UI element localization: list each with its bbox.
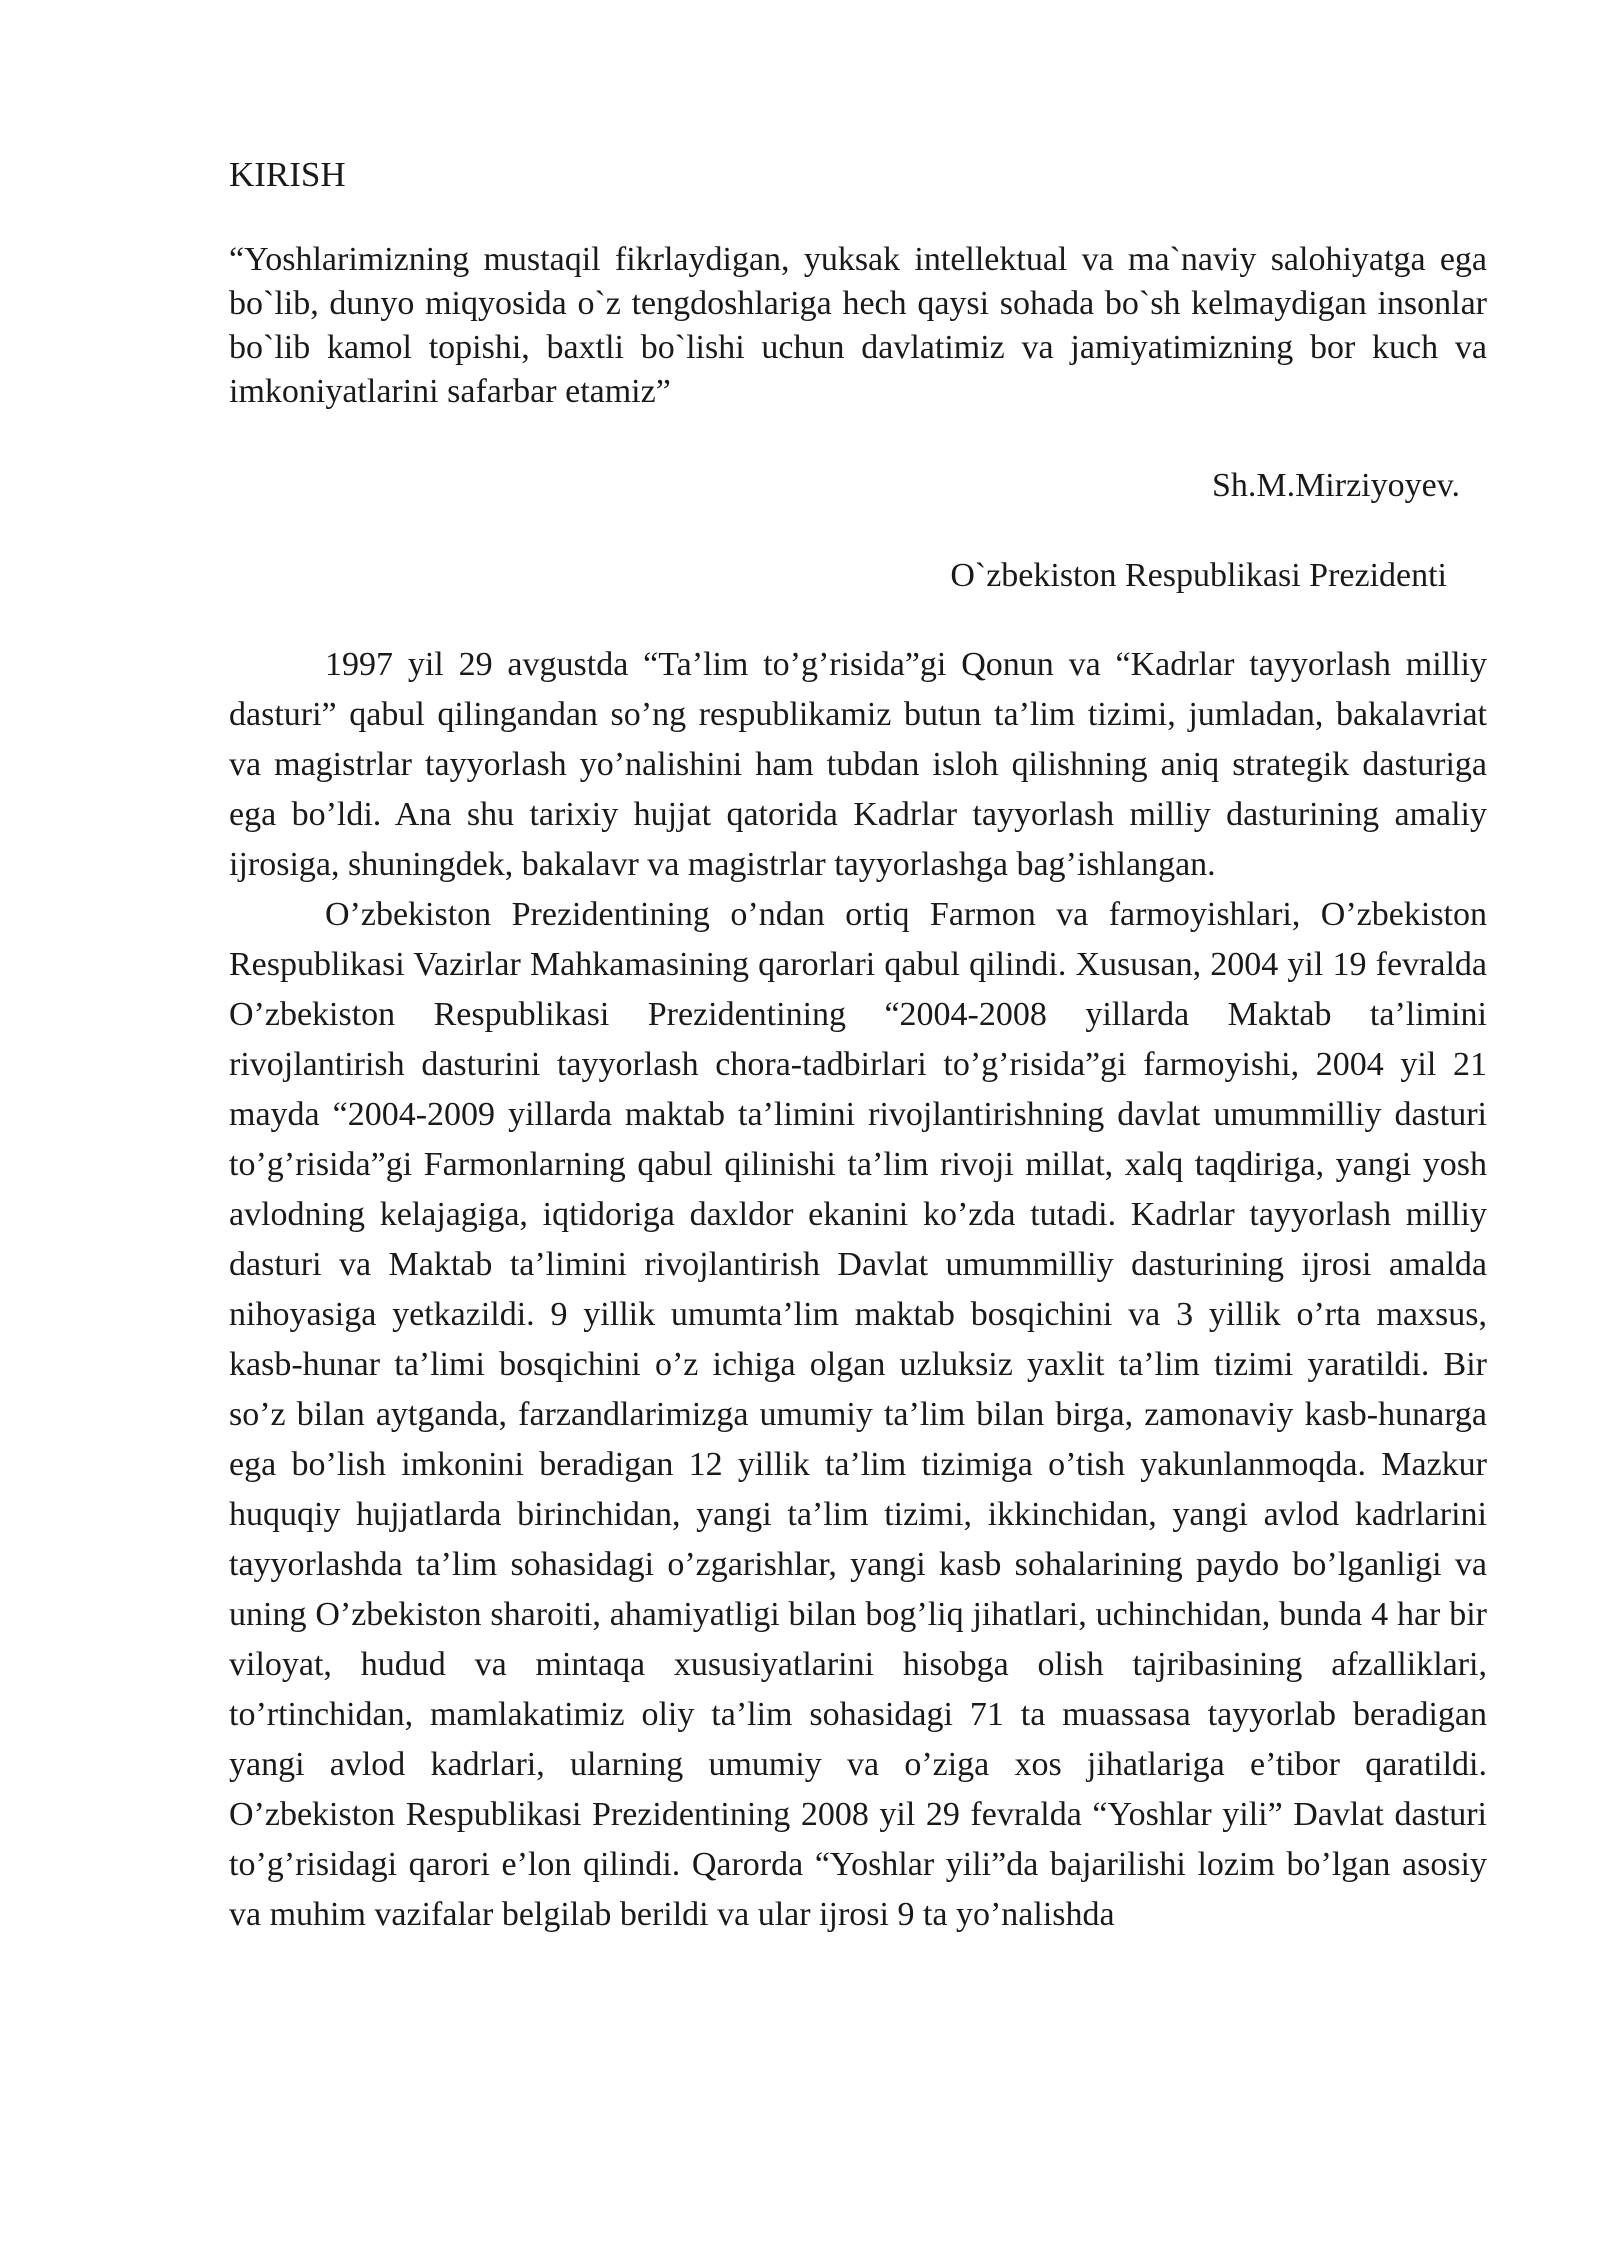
- body-paragraph-1: 1997 yil 29 avgustda “Ta’lim to’g’risida”gi Qonun va “Kadrlar tayyorlash milliy dasturi” qabul qilingandan so’ng respublikamiz butun ta’lim tizimi, jumladan, bakalavriat va magistrlar tayyorlash yo’nalishini ham tubdan isloh qilishning aniq strategik dasturiga ega bo’ldi. Ana shu tarixiy hujjat qatorida Kadrlar tayyorlash milliy dasturining amaliy ijrosiga, shuningdek, bakalavr va magistrlar tayyorlashga bag’ishlangan.: [229, 646, 1487, 883]
- epigraph-author-title: O`zbekiston Respublikasi Prezidenti: [950, 557, 1447, 594]
- document-page: [229, 150, 1487, 1940]
- section-heading: KIRISH: [229, 155, 346, 194]
- body-paragraph-2: O’zbekiston Prezidentining o’ndan ortiq Farmon va farmoyishlari, O’zbekiston Respublikasi Vazirlar Mahkamasining qarorlari qabul qilindi. Xususan, 2004 yil 19 fevralda O’zbekiston Respublikasi Prezidentining “2004-2008 yillarda Maktab ta’limini rivojlantirish dasturini tayyorlash chora-tadbirlari to’g’risida”gi farmoyishi, 2004 yil 21 mayda “2004-2009 yillarda maktab ta’limini rivojlantirishning davlat umummilliy dasturi to’g’risida”gi Farmonlarning qabul qilinishi ta’lim rivoji millat, xalq taqdiriga, yangi yosh avlodning kelajagiga, iqtidoriga daxldor ekanini ko’zda tutadi. Kadrlar tayyorlash milliy dasturi va Maktab ta’limini rivojlantirish Davlat umummilliy dasturining ijrosi amalda nihoyasiga yetkazildi. 9 yillik umumta’lim maktab bosqichini va 3 yillik o’rta maxsus, kasb-hunar ta’limi bosqichini o’z ichiga olgan uzluksiz yaxlit ta’lim tizimi yaratildi. Bir so’z bilan aytganda, farzandlarimizga umumiy ta’lim bilan birga, zamonaviy kasb-hunarga ega bo’lish imkonini beradigan 12 yillik ta’lim tizimiga o’tish yakunlanmoqda. Mazkur huquqiy hujjatlarda birinchidan, yangi ta’lim tizimi, ikkinchidan, yangi avlod kadrlarini tayyorlashda ta’lim sohasidagi o’zgarishlar, yangi kasb sohalarining paydo bo’lganligi va uning O’zbekiston sharoiti, ahamiyatligi bilan bog’liq jihatlari, uchinchidan, bunda 4 har bir viloyat, hudud va mintaqa xususiyatlarini hisobga olish tajribasining afzalliklari, to’rtinchidan, mamlakatimiz oliy ta’lim sohasidagi 71 ta muassasa tayyorlab beradigan yangi avlod kadrlari, ularning umumiy va o’ziga xos jihatlariga e’tibor qaratildi. O’zbekiston Respublikasi Prezidentining 2008 yil 29 fevralda “Yoshlar yili” Davlat dasturi to’g’risidagi qarori e’lon qilindi. Qarorda “Yoshlar yili”da bajarilishi lozim bo’lgan asosiy va muhim vazifalar belgilab berildi va ular ijrosi 9 ta yo’nalishda: [229, 896, 1487, 1933]
- epigraph-author: Sh.M.Mirziyoyev.: [1211, 467, 1460, 504]
- epigraph-quote: “Yoshlarimizning mustaqil fikrlaydigan, yuksak intellektual va ma`naviy salohiyatga ega bo`lib, dunyo miqyosida o`z tengdoshlariga hech qaysi sohada bo`sh kelmaydigan insonlar bo`lib kamol topishi, baxtli bo`lishi uchun davlatimiz va jamiyatimizning bor kuch va imkoniyatlarini safarbar etamiz”: [229, 241, 1487, 410]
